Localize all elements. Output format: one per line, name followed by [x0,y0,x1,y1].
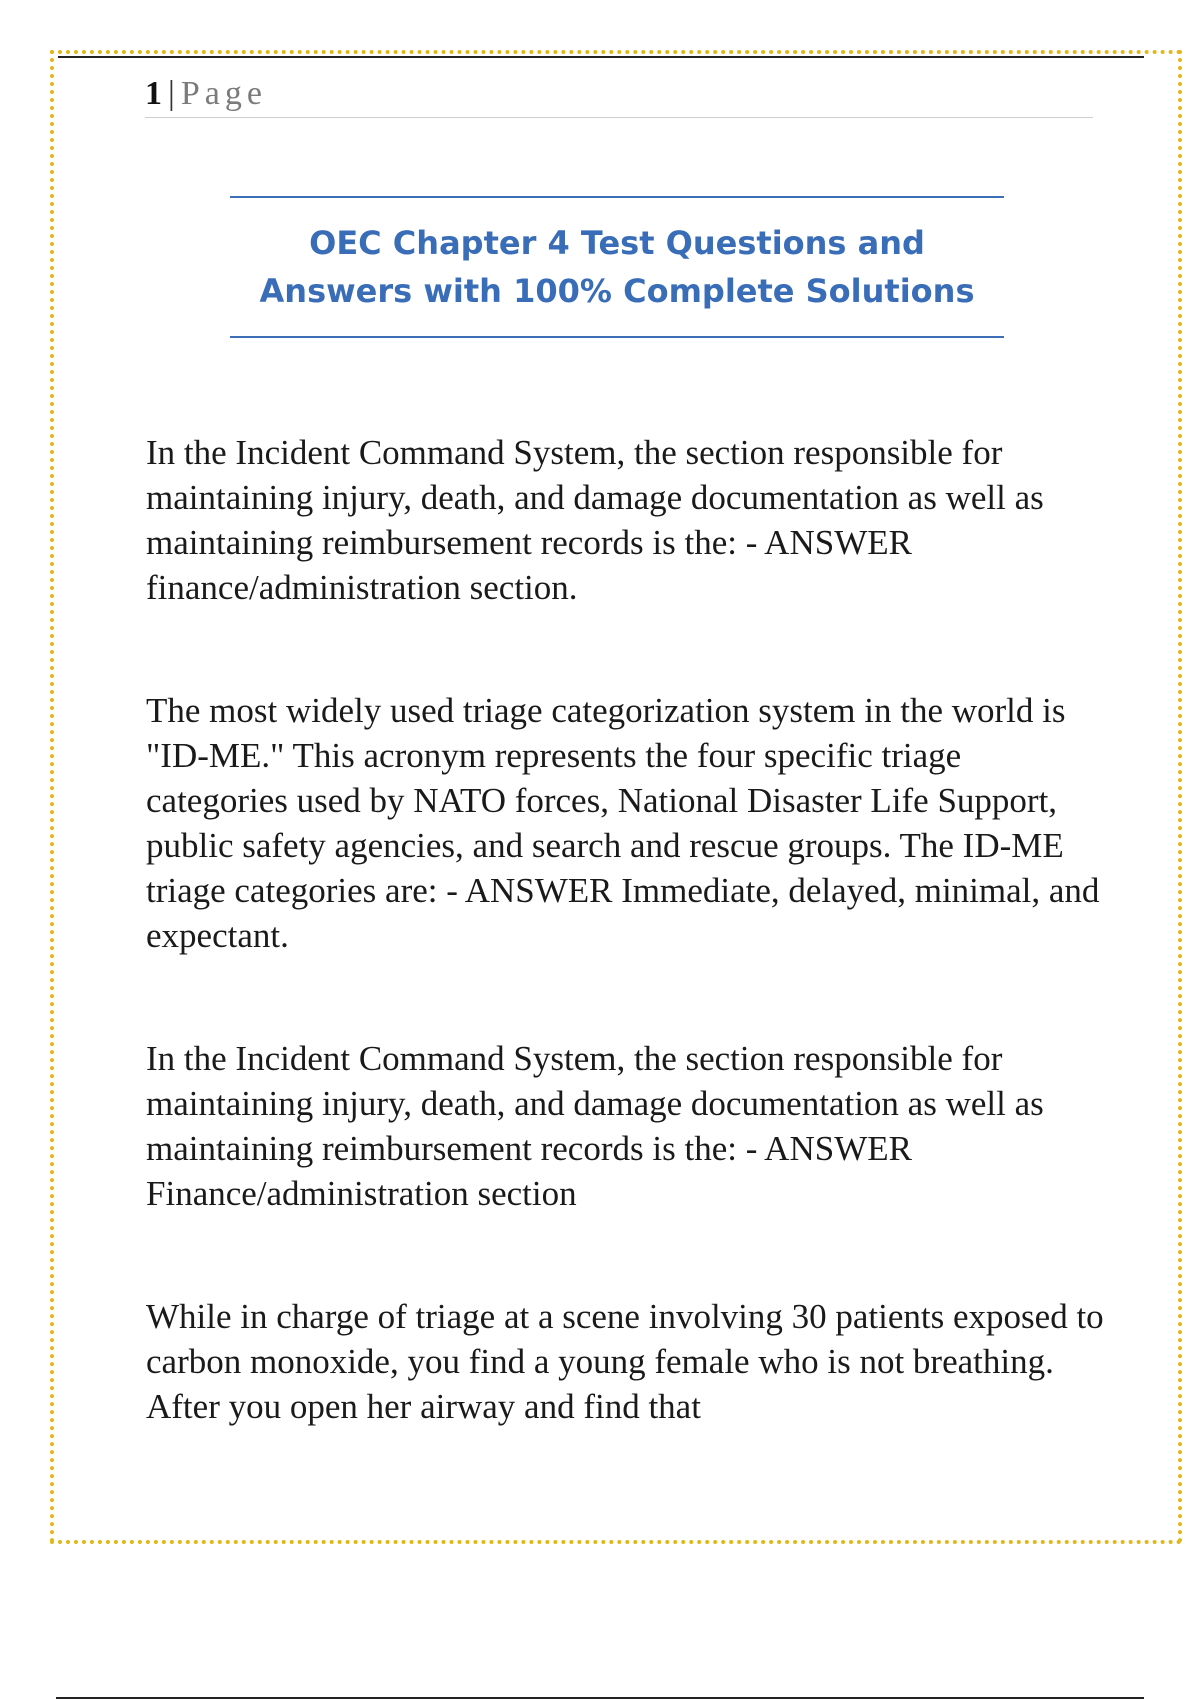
question-answer-3: In the Incident Command System, the section responsible for maintaining injury, death, and damage documentation as well as maintaining reimbursement records is the: - ANSWER Finance/administration section [146,1039,1044,1213]
question-list [146,430,1106,1507]
page-number: 1 [145,75,162,112]
page-header [145,74,1093,118]
document-title [230,196,1004,338]
bottom-rule [56,1697,1144,1699]
question-answer-1: In the Incident Command System, the section responsible for maintaining injury, death, and damage documentation as well as maintaining reimbursement records is the: - ANSWER finance/administration section. [146,433,1044,607]
question-answer-2: The most widely used triage categorization system in the world is "ID-ME." This acronym represents the four specific triage categories used by NATO forces, National Disaster Life Support, public safety agencies, and search and rescue groups. The ID-ME triage categories are: - ANSWER Immediate, delayed, minimal, and expectant. [146,691,1100,955]
title-line-2: Answers with 100% Complete Solutions [259,272,975,310]
page-label: Page [180,75,267,112]
title-line-1: OEC Chapter 4 Test Questions and [309,224,925,262]
question-answer-4: While in charge of triage at a scene involving 30 patients exposed to carbon monoxide, you find a young female who is not breathing. After you open her airway and find that [146,1297,1104,1426]
page-separator: | [168,75,175,112]
